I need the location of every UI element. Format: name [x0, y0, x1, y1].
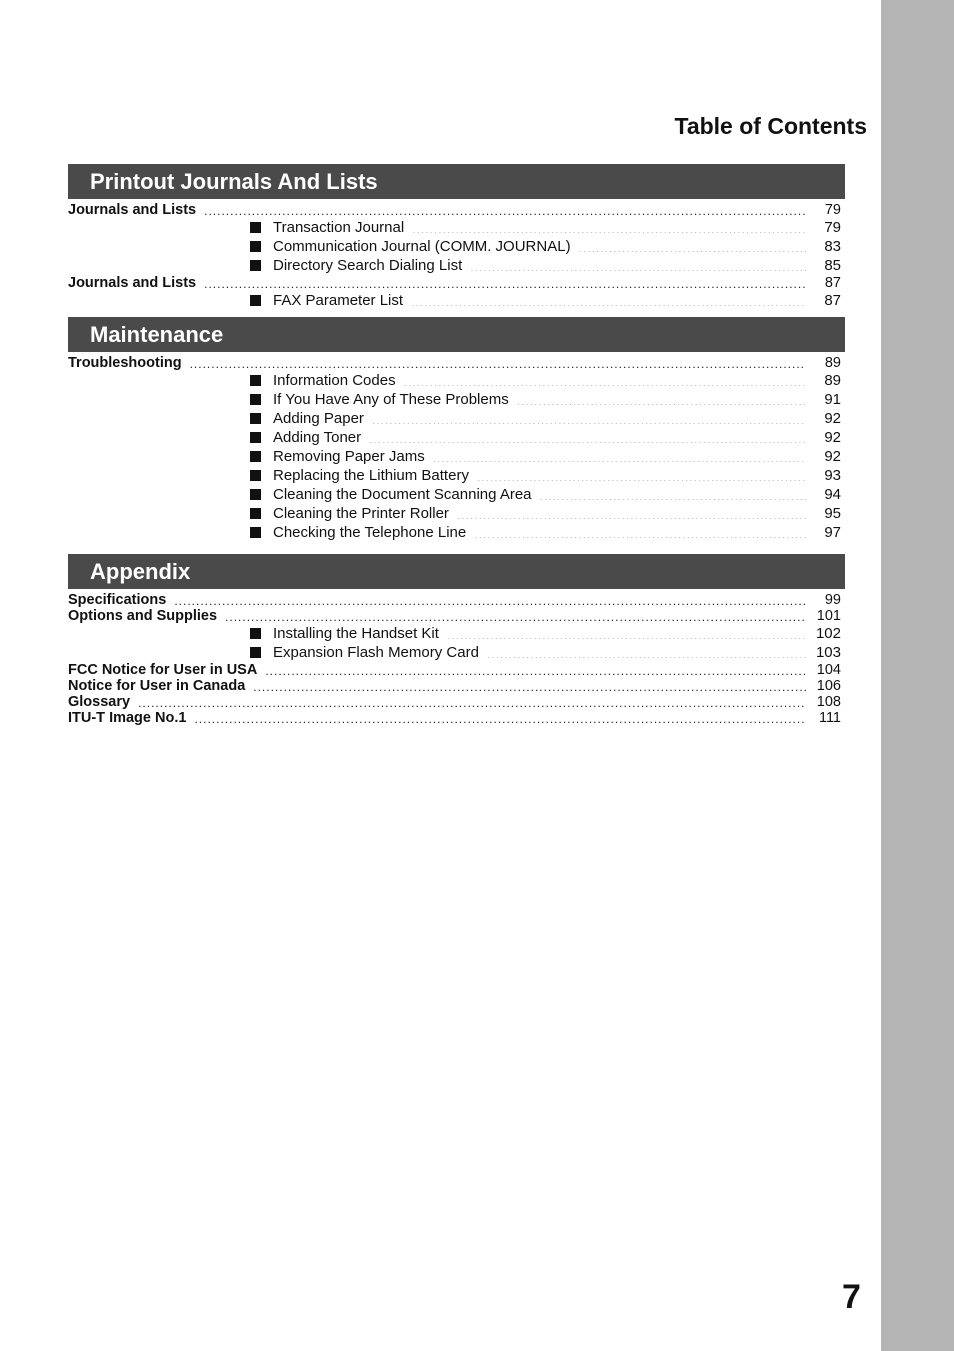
toc-entry-major[interactable]: [68, 662, 845, 678]
toc-entry-page: 79: [824, 202, 841, 218]
toc-entry-page: 91: [824, 391, 841, 408]
dot-leader: [433, 450, 806, 462]
dot-leader: [253, 679, 806, 691]
toc-entry-page: 94: [824, 486, 841, 503]
dot-leader: [517, 393, 806, 405]
toc-entry-minor[interactable]: [68, 485, 845, 504]
toc-entry-label: Checking the Telephone Line: [273, 524, 467, 541]
dot-leader: [225, 609, 806, 621]
square-bullet-icon: [250, 241, 261, 252]
toc-entry-page: 83: [824, 238, 841, 255]
toc-entry-label: Notice for User in Canada: [68, 678, 246, 694]
dot-leader: [194, 711, 806, 723]
toc-entry-minor[interactable]: [68, 390, 845, 409]
toc-entry-page: 93: [824, 467, 841, 484]
toc-entry-label: Glossary: [68, 694, 131, 710]
dot-leader: [457, 507, 806, 519]
toc-entry-page: 111: [818, 710, 841, 726]
toc-entry-label: FCC Notice for User in USA: [68, 662, 258, 678]
toc-entry-page: 92: [824, 448, 841, 465]
toc-entry-page: 104: [816, 662, 841, 678]
toc-entry-major[interactable]: [68, 592, 845, 608]
toc-entry-major[interactable]: [68, 608, 845, 624]
toc-entry-label: Cleaning the Printer Roller: [273, 505, 449, 522]
square-bullet-icon: [250, 470, 261, 481]
toc-entry-label: Journals and Lists: [68, 202, 197, 218]
toc-entry-minor[interactable]: [68, 504, 845, 523]
toc-entry-page: 92: [824, 410, 841, 427]
toc-entry-label: FAX Parameter List: [273, 292, 404, 309]
toc-entry-label: Communication Journal (COMM. JOURNAL): [273, 238, 571, 255]
section-maintenance: [68, 317, 845, 542]
dot-leader: [540, 488, 806, 500]
section-printout-journals: [68, 164, 845, 310]
toc-entry-label: ITU-T Image No.1: [68, 710, 187, 726]
dot-leader: [447, 627, 806, 639]
dot-leader: [477, 469, 806, 481]
toc-entry-page: 108: [816, 694, 841, 710]
side-margin-strip: [881, 0, 954, 1351]
toc-entry-minor[interactable]: [68, 523, 845, 542]
toc-entry-page: 89: [824, 372, 841, 389]
entry-list: [68, 202, 845, 310]
section-appendix: [68, 554, 845, 726]
dot-leader: [138, 695, 806, 707]
toc-entry-label: Cleaning the Document Scanning Area: [273, 486, 532, 503]
section-header: Maintenance: [68, 317, 845, 352]
toc-entry-minor[interactable]: [68, 624, 845, 643]
square-bullet-icon: [250, 508, 261, 519]
toc-entry-minor[interactable]: [68, 256, 845, 275]
toc-entry-minor[interactable]: [68, 466, 845, 485]
toc-entry-page: 87: [824, 275, 841, 291]
dot-leader: [369, 431, 806, 443]
toc-entry-label: If You Have Any of These Problems: [273, 391, 509, 408]
dot-leader: [579, 240, 806, 252]
toc-entry-label: Removing Paper Jams: [273, 448, 425, 465]
toc-entry-major[interactable]: [68, 275, 845, 291]
dot-leader: [474, 526, 806, 538]
toc-entry-label: Specifications: [68, 592, 167, 608]
toc-entry-page: 87: [824, 292, 841, 309]
toc-entry-major[interactable]: [68, 202, 845, 218]
toc-entry-minor[interactable]: [68, 447, 845, 466]
section-header: Appendix: [68, 554, 845, 589]
toc-entry-page: 99: [824, 592, 841, 608]
toc-entry-major[interactable]: [68, 694, 845, 710]
page-number: 7: [842, 1278, 861, 1316]
dot-leader: [204, 276, 806, 288]
square-bullet-icon: [250, 260, 261, 271]
toc-entry-label: Directory Search Dialing List: [273, 257, 463, 274]
toc-entry-label: Troubleshooting: [68, 355, 182, 371]
toc-entry-label: Adding Toner: [273, 429, 362, 446]
dot-leader: [411, 294, 806, 306]
toc-entry-label: Options and Supplies: [68, 608, 218, 624]
square-bullet-icon: [250, 451, 261, 462]
toc-entry-page: 79: [824, 219, 841, 236]
square-bullet-icon: [250, 295, 261, 306]
toc-entry-label: Transaction Journal: [273, 219, 405, 236]
dot-leader: [487, 646, 806, 658]
toc-entry-label: Expansion Flash Memory Card: [273, 644, 479, 661]
toc-entry-label: Replacing the Lithium Battery: [273, 467, 469, 484]
dot-leader: [404, 374, 806, 386]
dot-leader: [470, 259, 806, 271]
toc-entry-label: Installing the Handset Kit: [273, 625, 439, 642]
toc-entry-minor[interactable]: [68, 371, 845, 390]
toc-entry-major[interactable]: [68, 678, 845, 694]
toc-entry-minor[interactable]: [68, 643, 845, 662]
square-bullet-icon: [250, 413, 261, 424]
toc-entry-page: 102: [815, 625, 841, 642]
page-title: Table of Contents: [674, 113, 867, 139]
toc-entry-minor[interactable]: [68, 428, 845, 447]
square-bullet-icon: [250, 628, 261, 639]
square-bullet-icon: [250, 489, 261, 500]
entry-list: [68, 592, 845, 726]
toc-entry-label: Journals and Lists: [68, 275, 197, 291]
toc-entry-label: Information Codes: [273, 372, 396, 389]
toc-entry-major[interactable]: [68, 710, 845, 726]
toc-entry-label: Adding Paper: [273, 410, 364, 427]
square-bullet-icon: [250, 527, 261, 538]
toc-entry-page: 92: [824, 429, 841, 446]
toc-entry-page: 103: [815, 644, 841, 661]
dot-leader: [372, 412, 806, 424]
square-bullet-icon: [250, 432, 261, 443]
toc-entry-minor[interactable]: [68, 237, 845, 256]
square-bullet-icon: [250, 222, 261, 233]
section-header: Printout Journals And Lists: [68, 164, 845, 199]
dot-leader: [190, 356, 806, 368]
dot-leader: [412, 221, 806, 233]
toc-entry-page: 106: [816, 678, 841, 694]
toc-entry-page: 101: [816, 608, 841, 624]
toc-entry-page: 89: [824, 355, 841, 371]
toc-entry-page: 95: [824, 505, 841, 522]
toc-entry-page: 97: [824, 524, 841, 541]
dot-leader: [204, 203, 806, 215]
toc-entry-minor[interactable]: [68, 409, 845, 428]
dot-leader: [174, 593, 806, 605]
toc-entry-major[interactable]: [68, 355, 845, 371]
dot-leader: [265, 663, 806, 675]
square-bullet-icon: [250, 394, 261, 405]
toc-entry-minor[interactable]: [68, 291, 845, 310]
entry-list: [68, 355, 845, 542]
toc-entry-page: 85: [824, 257, 841, 274]
toc-entry-minor[interactable]: [68, 218, 845, 237]
square-bullet-icon: [250, 647, 261, 658]
square-bullet-icon: [250, 375, 261, 386]
